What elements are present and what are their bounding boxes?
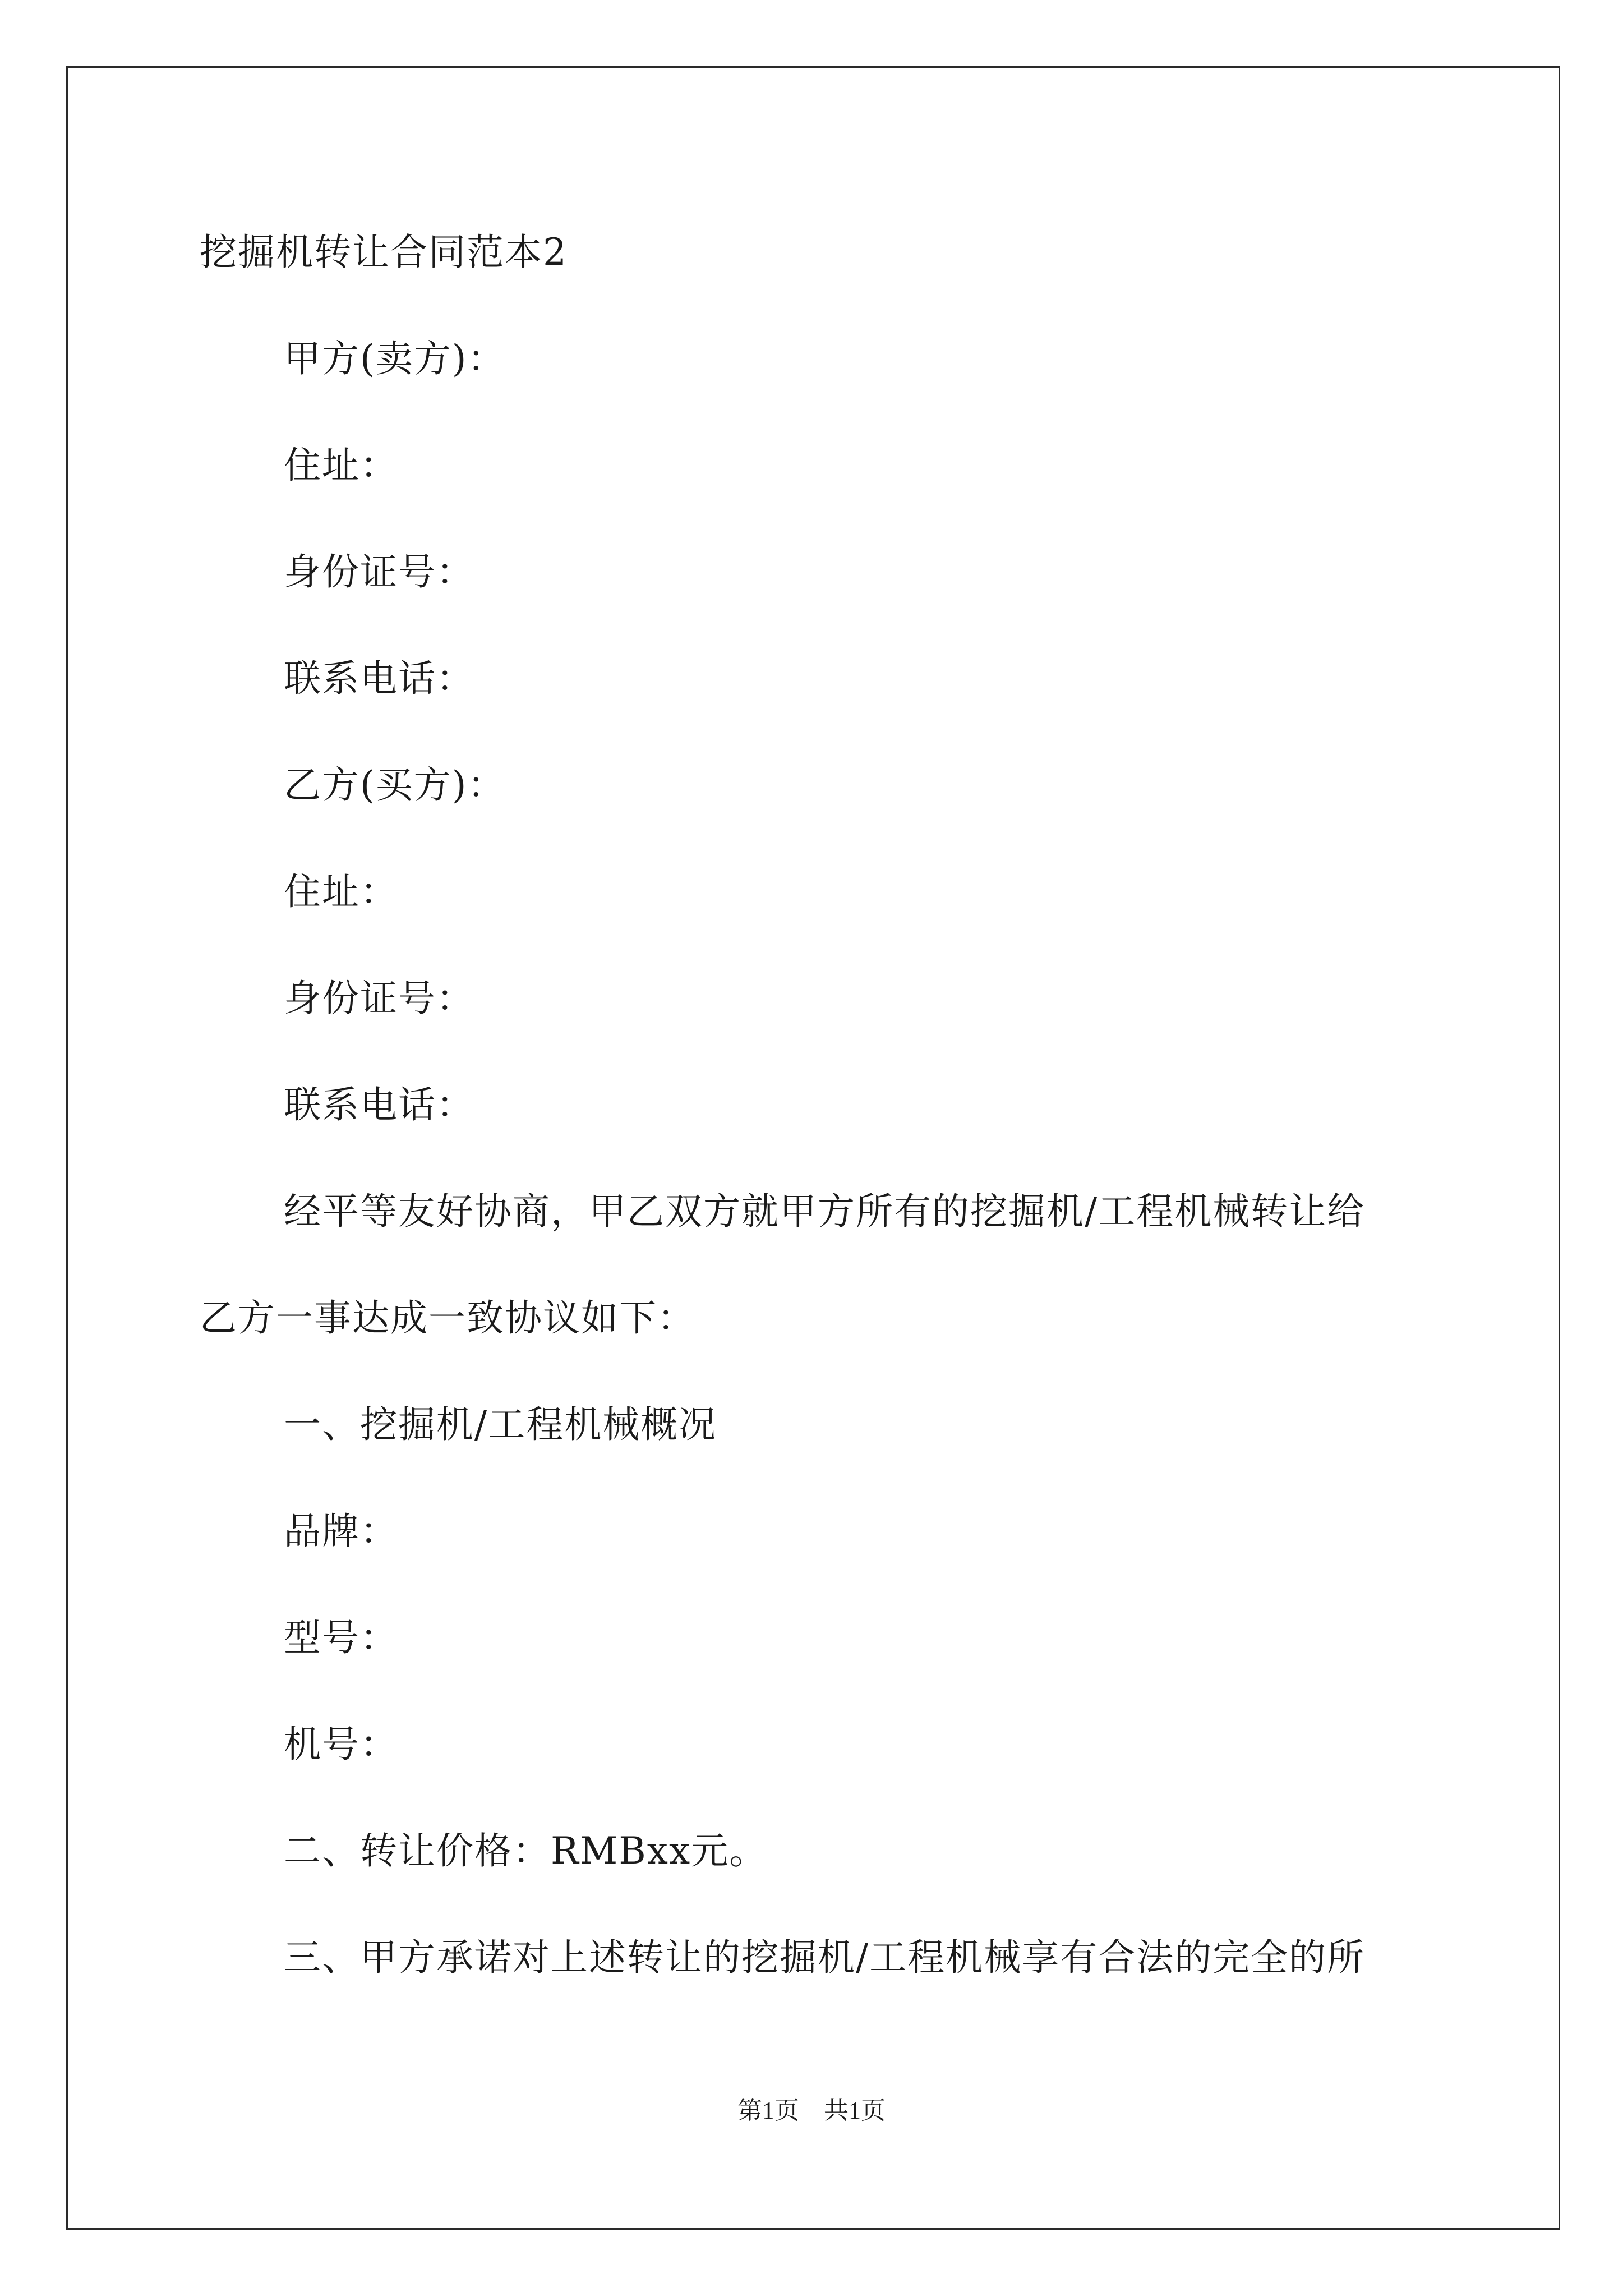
- page-border: [66, 66, 1560, 2230]
- section-3-line-1: 三、甲方承诺对上述转让的挖掘机/工程机械享有合法的完全的所: [284, 1936, 1366, 1979]
- party-a-id-label: 身份证号：: [284, 550, 474, 593]
- party-b-label: 乙方(买方)：: [284, 763, 506, 807]
- party-b-phone-label: 联系电话：: [284, 1083, 474, 1126]
- party-a-phone-label: 联系电话：: [284, 657, 474, 700]
- agreement-intro-line-1: 经平等友好协商，甲乙双方就甲方所有的挖掘机/工程机械转让给: [284, 1190, 1366, 1233]
- section-2-price: 二、转让价格：RMBxx元。: [284, 1829, 768, 1872]
- model-label: 型号：: [284, 1616, 398, 1659]
- page-footer: 第1页 共1页: [737, 2097, 886, 2124]
- brand-label: 品牌：: [284, 1510, 398, 1553]
- party-b-id-label: 身份证号：: [284, 977, 474, 1020]
- document-title: 挖掘机转让合同范本2: [200, 231, 568, 274]
- section-1-heading: 一、挖掘机/工程机械概况: [284, 1403, 717, 1446]
- party-b-address-label: 住址：: [284, 870, 398, 913]
- agreement-intro-line-2: 乙方一事达成一致协议如下：: [200, 1296, 695, 1340]
- machine-number-label: 机号：: [284, 1723, 398, 1766]
- party-a-label: 甲方(卖方)：: [284, 337, 506, 380]
- party-a-address-label: 住址：: [284, 444, 398, 487]
